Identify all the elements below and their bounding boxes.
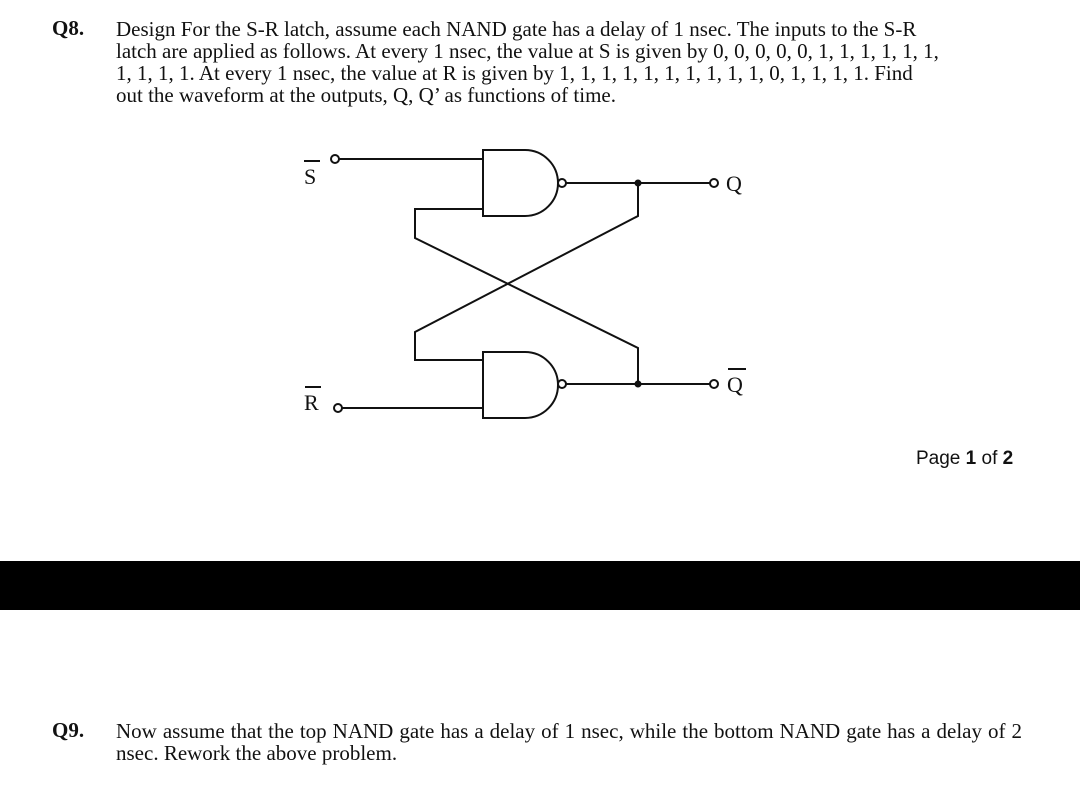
question-line: out the waveform at the outputs, Q, Q’ as functions of time. xyxy=(116,83,617,107)
wire-feedback-qbar xyxy=(415,209,638,384)
page-number-prefix: Page xyxy=(916,448,961,469)
page-number xyxy=(916,448,1013,470)
label-s: S xyxy=(304,164,317,189)
label-qbar: Q xyxy=(727,372,743,397)
output-qbar-terminal xyxy=(710,380,718,388)
nand-gate-bottom xyxy=(483,352,558,418)
question-text-q8 xyxy=(116,18,1022,106)
sr-latch-diagram xyxy=(290,140,770,430)
page-number-total: 2 xyxy=(1002,448,1014,469)
junction-qbar xyxy=(635,381,642,388)
page-number-separator: of xyxy=(981,448,998,469)
question-text-q9: Now assume that the top NAND gate has a delay of 1 nsec, while the bottom NAND gate has a delay of 2 nsec. Rework the above problem. xyxy=(116,719,1022,765)
input-r-terminal xyxy=(334,404,342,412)
nand-gate-top xyxy=(483,150,558,216)
page-number-current: 1 xyxy=(965,448,977,469)
question-line: Design For the S-R latch, assume each NAND gate has a delay of 1 nsec. The inputs to the S-R xyxy=(116,17,917,41)
question-number-q8: Q8. xyxy=(52,16,85,40)
question-line: 1, 1, 1, 1. At every 1 nsec, the value at R is given by 1, 1, 1, 1, 1, 1, 1, 1, 1, 1, 0, 1, 1, 1, 1. Find xyxy=(116,61,913,85)
nand-gate-top-bubble xyxy=(558,179,566,187)
page-divider xyxy=(0,561,1080,610)
nand-gate-bottom-bubble xyxy=(558,380,566,388)
label-r: R xyxy=(304,390,319,415)
label-q: Q xyxy=(726,171,742,196)
input-s-terminal xyxy=(331,155,339,163)
junction-q xyxy=(635,180,642,187)
question-number-q9: Q9. xyxy=(52,718,85,742)
output-q-terminal xyxy=(710,179,718,187)
question-line: latch are applied as follows. At every 1 nsec, the value at S is given by 0, 0, 0, 0, 0, 1, 1, 1, 1, 1, 1, xyxy=(116,39,939,63)
